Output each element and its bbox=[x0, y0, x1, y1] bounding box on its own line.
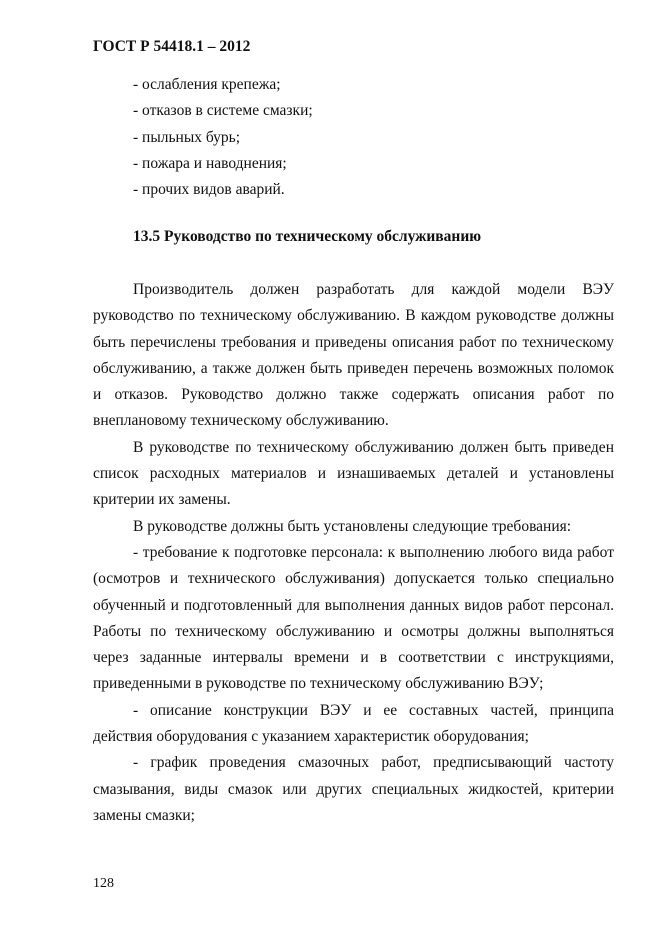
text-line: внеплановому техническому обслуживанию. bbox=[93, 412, 389, 430]
text-line: В руководстве по техническому обслуживанию должен быть приведен bbox=[133, 438, 614, 456]
text-line: Работы по техническому обслуживанию и осмотры должны выполняться bbox=[93, 622, 614, 640]
failure-list bbox=[93, 72, 614, 203]
list-item: - прочих видов аварий. bbox=[133, 181, 285, 199]
section-heading: 13.5 Руководство по техническому обслуживанию bbox=[133, 228, 482, 245]
text-line: (осмотров и технического обслуживания) допускается только специально bbox=[93, 570, 614, 588]
text-line: - график проведения смазочных работ, предписывающий частоту bbox=[133, 754, 614, 772]
body-text bbox=[93, 277, 614, 829]
text-line: смазывания, виды смазок или других специальных жидкостей, критерии bbox=[93, 780, 614, 798]
text-line: приведенными в руководстве по техническому обслуживанию ВЭУ; bbox=[93, 675, 544, 693]
text-line: замены смазки; bbox=[93, 806, 195, 824]
text-line: руководство по техническому обслуживанию. В каждом руководстве должны bbox=[93, 307, 614, 325]
text-line: - требование к подготовке персонала: к выполнению любого вида работ bbox=[133, 543, 614, 561]
text-line: критерии их замены. bbox=[93, 491, 231, 509]
text-line: список расходных материалов и изнашиваемых деталей и установлены bbox=[93, 465, 614, 483]
text-line: - описание конструкции ВЭУ и ее составных частей, принципа bbox=[133, 701, 614, 719]
text-line: В руководстве должны быть установлены следующие требования: bbox=[133, 517, 572, 535]
list-item: - пыльных бурь; bbox=[133, 128, 241, 146]
text-line: быть перечислены требования и приведены описания работ по техническому bbox=[93, 333, 614, 351]
page-number: 128 bbox=[93, 876, 114, 891]
text-line: через заданные интервалы времени и в соответствии с инструкциями, bbox=[93, 649, 614, 667]
text-line: и отказов. Руководство должно также содержать описания работ по bbox=[93, 386, 614, 404]
list-item: - ослабления крепежа; bbox=[133, 76, 281, 93]
text-line: обученный и подготовленный для выполнения данных видов работ персонал. bbox=[93, 596, 614, 614]
list-item: - пожара и наводнения; bbox=[133, 154, 287, 172]
text-line: обслуживанию, а также должен быть приведен перечень возможных поломок bbox=[93, 359, 614, 377]
text-line: действия оборудования с указанием характеристик оборудования; bbox=[93, 728, 529, 746]
text-line: Производитель должен разработать для каждой модели ВЭУ bbox=[133, 281, 614, 298]
list-item: - отказов в системе смазки; bbox=[133, 102, 313, 120]
document-header: ГОСТ Р 54418.1 – 2012 bbox=[93, 38, 251, 55]
